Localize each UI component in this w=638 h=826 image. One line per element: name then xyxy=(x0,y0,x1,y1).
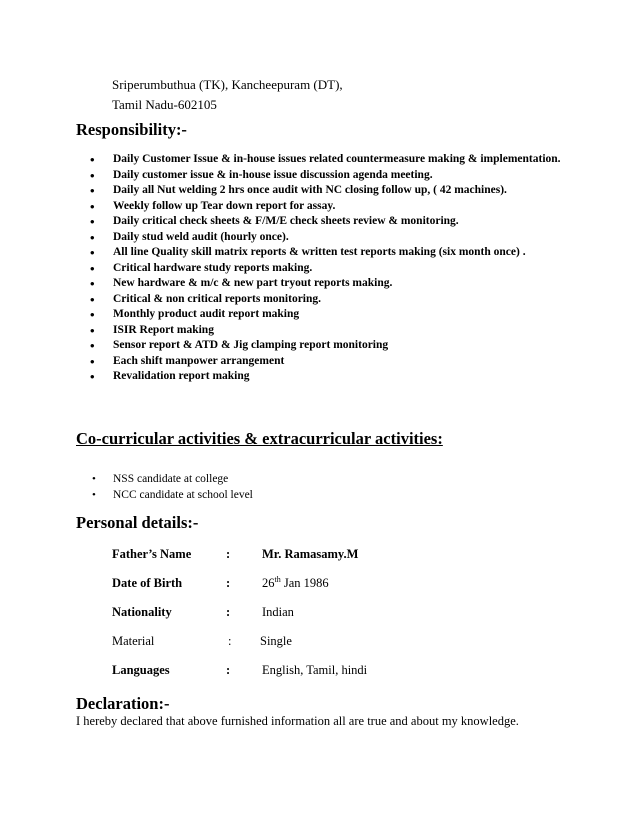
list-item: • Each shift manpower arrangement xyxy=(90,354,570,370)
list-item: • All line Quality skill matrix reports & written test reports making (six month once) . xyxy=(90,245,570,261)
activities-list xyxy=(90,472,253,503)
nationality-row xyxy=(112,605,532,623)
colon: : xyxy=(226,663,231,677)
list-item: • Daily critical check sheets & F/M/E check sheets review & monitoring. xyxy=(90,214,570,230)
colon: : xyxy=(228,634,232,648)
nationality-label: Nationality xyxy=(112,605,172,619)
list-item: • NCC candidate at school level xyxy=(90,488,253,504)
dob-suffix: th xyxy=(274,574,281,584)
list-item: • Daily Customer Issue & in-house issues related countermeasure making & implementation. xyxy=(90,152,570,168)
list-item: • Daily all Nut welding 2 hrs once audit with NC closing follow up, ( 42 machines). xyxy=(90,183,570,199)
responsibility-heading: Responsibility:- xyxy=(76,120,187,139)
marital-value: Single xyxy=(260,634,292,648)
address-line-2: Tamil Nadu-602105 xyxy=(112,97,217,112)
nationality-value: Indian xyxy=(262,605,294,619)
colon: : xyxy=(226,605,231,619)
fathers-name-row xyxy=(112,547,532,565)
colon: : xyxy=(226,547,231,561)
dob-label: Date of Birth xyxy=(112,576,183,590)
fathers-name-value: Mr. Ramasamy.M xyxy=(262,547,359,561)
list-item: • Monthly product audit report making xyxy=(90,307,570,323)
colon: : xyxy=(226,576,231,590)
list-item: • Revalidation report making xyxy=(90,369,570,385)
list-item: • Weekly follow up Tear down report for assay. xyxy=(90,199,570,215)
personal-details-heading: Personal details:- xyxy=(76,513,199,532)
languages-label: Languages xyxy=(112,663,170,677)
activities-heading: Co-curricular activities & extracurricular activities: xyxy=(76,429,443,448)
dob-day: 26 xyxy=(262,576,275,590)
marital-row xyxy=(112,634,532,652)
list-item: • NSS candidate at college xyxy=(90,472,253,488)
declaration-text: I hereby declared that above furnished information all are true and about my knowledge. xyxy=(76,714,519,728)
marital-label: Material xyxy=(112,634,155,648)
list-item: • ISIR Report making xyxy=(90,323,570,339)
declaration-heading: Declaration:- xyxy=(76,694,170,713)
languages-value: English, Tamil, hindi xyxy=(262,663,368,677)
languages-row xyxy=(112,663,532,681)
list-item: • Daily stud weld audit (hourly once). xyxy=(90,230,570,246)
address-line-1: Sriperumbuthua (TK), Kancheepuram (DT), xyxy=(112,77,343,92)
list-item: • Critical hardware study reports making. xyxy=(90,261,570,277)
list-item: • Sensor report & ATD & Jig clamping report monitoring xyxy=(90,338,570,354)
dob-row xyxy=(112,576,532,594)
responsibility-list xyxy=(90,152,570,385)
list-item: • Daily customer issue & in-house issue discussion agenda meeting. xyxy=(90,168,570,184)
fathers-name-label: Father’s Name xyxy=(112,547,192,561)
list-item: • Critical & non critical reports monitoring. xyxy=(90,292,570,308)
list-item: • New hardware & m/c & new part tryout reports making. xyxy=(90,276,570,292)
dob-rest: Jan 1986 xyxy=(280,576,329,590)
dob-value xyxy=(262,576,329,591)
